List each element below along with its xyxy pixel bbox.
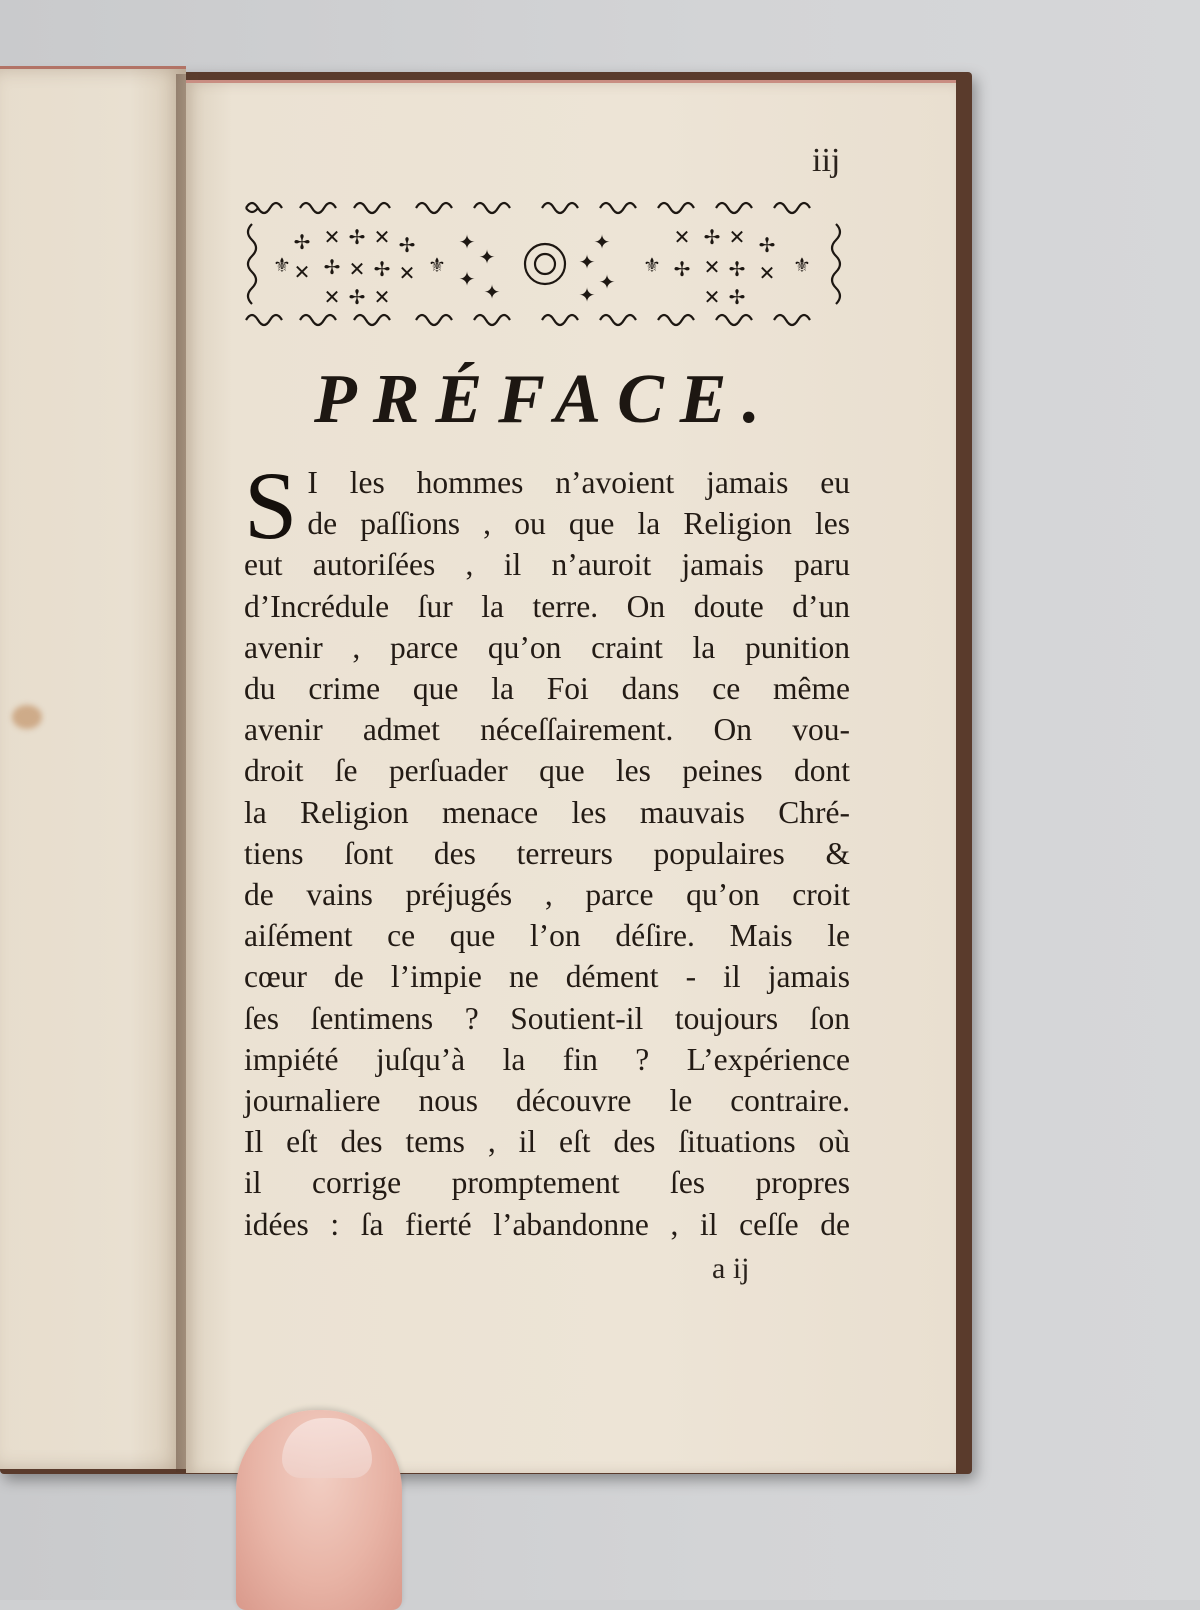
text-line: il corrige promptement ſes propres — [244, 1165, 850, 1201]
text-line: impiété juſqu’à la fin ? L’expérience — [244, 1041, 850, 1077]
svg-text:✕: ✕ — [728, 225, 746, 249]
text-line: de paſſions , ou que la Religion les — [307, 506, 850, 542]
svg-text:✢: ✢ — [728, 257, 746, 281]
text-line: journaliere nous découvre le contraire. — [244, 1083, 850, 1119]
text-line: d’Incrédule ſur la terre. On doute d’un — [244, 588, 850, 624]
svg-text:✢: ✢ — [728, 285, 746, 309]
svg-text:✢: ✢ — [703, 225, 721, 249]
page-title: PRÉFACE. — [314, 361, 776, 438]
text-line: eut autoriſées , il n’auroit jamais paru — [244, 547, 850, 583]
svg-text:✢: ✢ — [348, 285, 366, 309]
svg-text:✦: ✦ — [483, 280, 501, 304]
svg-text:✦: ✦ — [578, 250, 596, 274]
svg-text:✕: ✕ — [758, 261, 776, 285]
svg-text:✢: ✢ — [673, 257, 691, 281]
svg-text:✦: ✦ — [458, 267, 476, 291]
svg-text:✕: ✕ — [348, 257, 366, 281]
svg-text:✢: ✢ — [758, 233, 776, 257]
svg-text:✢: ✢ — [323, 255, 341, 279]
preface-text — [244, 452, 850, 1245]
svg-text:✢: ✢ — [373, 257, 391, 281]
drop-cap: S — [244, 452, 298, 559]
svg-text:✦: ✦ — [593, 230, 611, 254]
text-line: idées : ſa fierté l’abandonne , il ceſſe de — [244, 1206, 850, 1242]
svg-text:✢: ✢ — [348, 225, 366, 249]
svg-text:✕: ✕ — [703, 255, 721, 279]
svg-text:✦: ✦ — [458, 230, 476, 254]
svg-text:✕: ✕ — [323, 285, 341, 309]
foxing-stain — [12, 705, 42, 729]
svg-text:⚜: ⚜ — [428, 253, 446, 277]
svg-text:✢: ✢ — [398, 233, 416, 257]
svg-text:✦: ✦ — [578, 283, 596, 307]
left-page — [0, 66, 186, 1469]
text-line: I les hommes n’avoient jamais eu — [307, 465, 850, 500]
svg-text:⚜: ⚜ — [643, 253, 661, 277]
text-line: tiens ſont des terreurs populaires & — [244, 835, 850, 871]
text-line: la Religion menace les mauvais Chré- — [244, 794, 850, 830]
svg-text:✕: ✕ — [293, 260, 311, 284]
svg-text:✦: ✦ — [598, 270, 616, 294]
signature-mark: a ij — [712, 1252, 750, 1285]
text-line: du crime que la Foi dans ce même — [244, 671, 850, 707]
svg-text:✕: ✕ — [373, 225, 391, 249]
svg-text:✕: ✕ — [323, 225, 341, 249]
svg-text:✕: ✕ — [703, 285, 721, 309]
text-line: avenir admet néceſſairement. On vou- — [244, 712, 850, 748]
svg-text:⚜: ⚜ — [793, 253, 811, 277]
text-line: Il eſt des tems , il eſt des ſituations où — [244, 1124, 850, 1160]
svg-text:⚜: ⚜ — [273, 253, 291, 277]
text-line: avenir , parce qu’on craint la punition — [244, 629, 850, 665]
svg-text:✕: ✕ — [398, 261, 416, 285]
svg-text:✕: ✕ — [673, 225, 691, 249]
svg-text:✢: ✢ — [293, 230, 311, 254]
text-line: de vains préjugés , parce qu’on croit — [244, 877, 850, 913]
svg-text:✦: ✦ — [478, 245, 496, 269]
text-line: ſes ſentimens ? Soutient-il toujours ſon — [244, 1000, 850, 1036]
text-line: droit ſe perſuader que les peines dont — [244, 753, 850, 789]
page-number: iij — [812, 142, 841, 179]
svg-text:✕: ✕ — [373, 285, 391, 309]
decorative-headpiece — [242, 194, 848, 334]
text-line: cœur de l’impie ne dément - il jamais — [244, 959, 850, 995]
text-line: aiſément ce que l’on déſire. Mais le — [244, 918, 850, 954]
